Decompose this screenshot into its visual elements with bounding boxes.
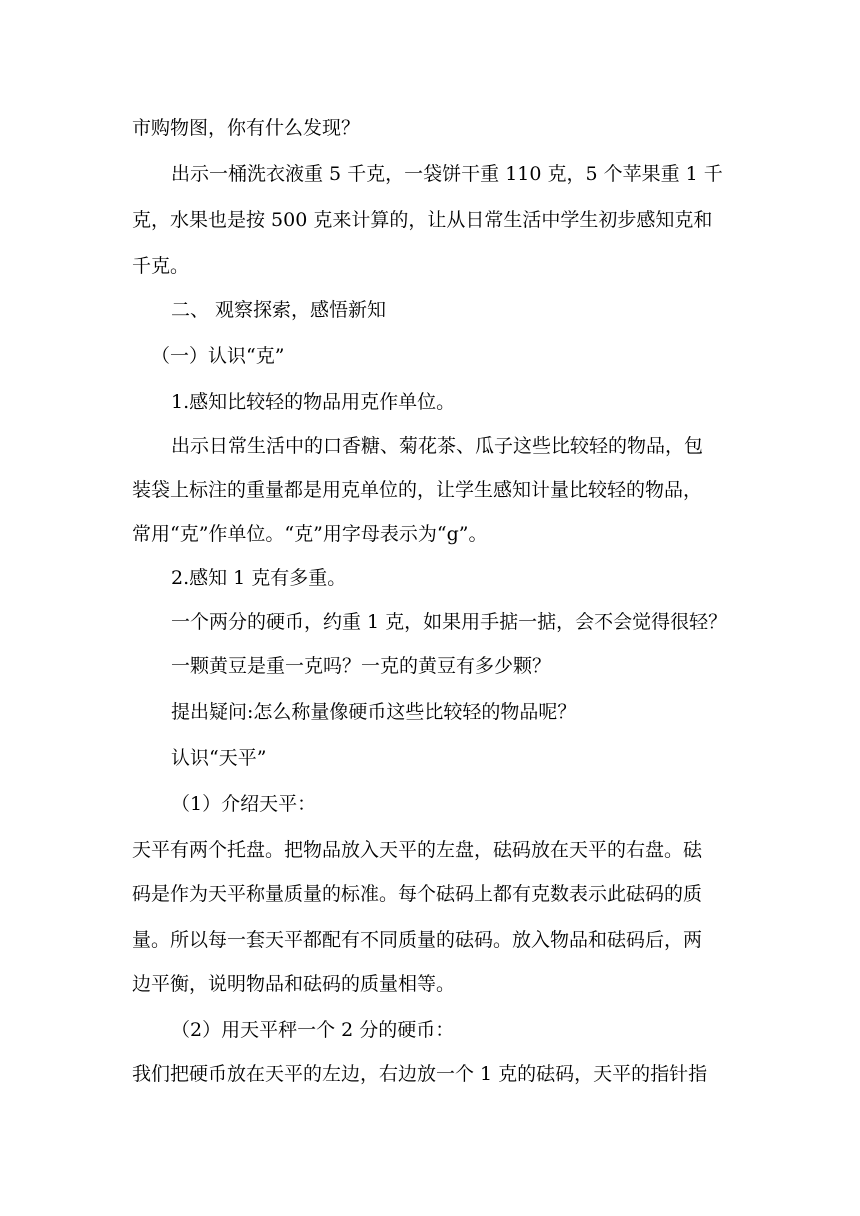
text-line: 一颗黄豆是重一克吗？一克的黄豆有多少颗？ xyxy=(171,655,552,677)
text-line: 2.感知 1 克有多重。 xyxy=(171,567,347,589)
text-line: 天平有两个托盘。把物品放入天平的左盘，砝码放在天平的右盘。砝 xyxy=(132,839,703,861)
text-line: 装袋上标注的重量都是用克单位的，让学生感知计量比较轻的物品， xyxy=(132,479,703,501)
text-line: 千克。 xyxy=(132,255,190,277)
text-line: 提出疑问:怎么称量像硬币这些比较轻的物品呢？ xyxy=(171,701,577,723)
text-line: 克，水果也是按 500 克来计算的，让从日常生活中学生初步感知克和 xyxy=(132,209,713,231)
text-line: 边平衡，说明物品和砝码的质量相等。 xyxy=(132,973,456,995)
section-heading: 二、 观察探索，感悟新知 xyxy=(171,299,387,321)
text-line: 市购物图，你有什么发现？ xyxy=(132,117,361,139)
text-line: 我们把硬币放在天平的左边，右边放一个 1 克的砝码，天平的指针指 xyxy=(132,1063,708,1085)
text-line: （2）用天平秤一个 2 分的硬币： xyxy=(171,1019,455,1041)
text-line: 认识“天平” xyxy=(171,747,267,769)
text-line: 一个两分的硬币，约重 1 克，如果用手掂一掂，会不会觉得很轻？ xyxy=(171,611,728,633)
text-line: 出示日常生活中的口香糖、菊花茶、瓜子这些比较轻的物品，包 xyxy=(171,435,704,457)
text-line: 量。所以每一套天平都配有不同质量的砝码。放入物品和砝码后，两 xyxy=(132,929,703,951)
text-line: 码是作为天平称量质量的标准。每个砝码上都有克数表示此砝码的质 xyxy=(132,883,703,905)
subsection-heading: （一）认识“克” xyxy=(151,345,285,367)
text-line: （1）介绍天平： xyxy=(171,793,317,815)
text-line: 1.感知比较轻的物品用克作单位。 xyxy=(171,391,456,413)
text-line: 出示一桶洗衣液重 5 千克，一袋饼干重 110 克，5 个苹果重 1 千 xyxy=(171,163,723,185)
text-line: 常用“克”作单位。“克”用字母表示为“g”。 xyxy=(132,523,488,545)
